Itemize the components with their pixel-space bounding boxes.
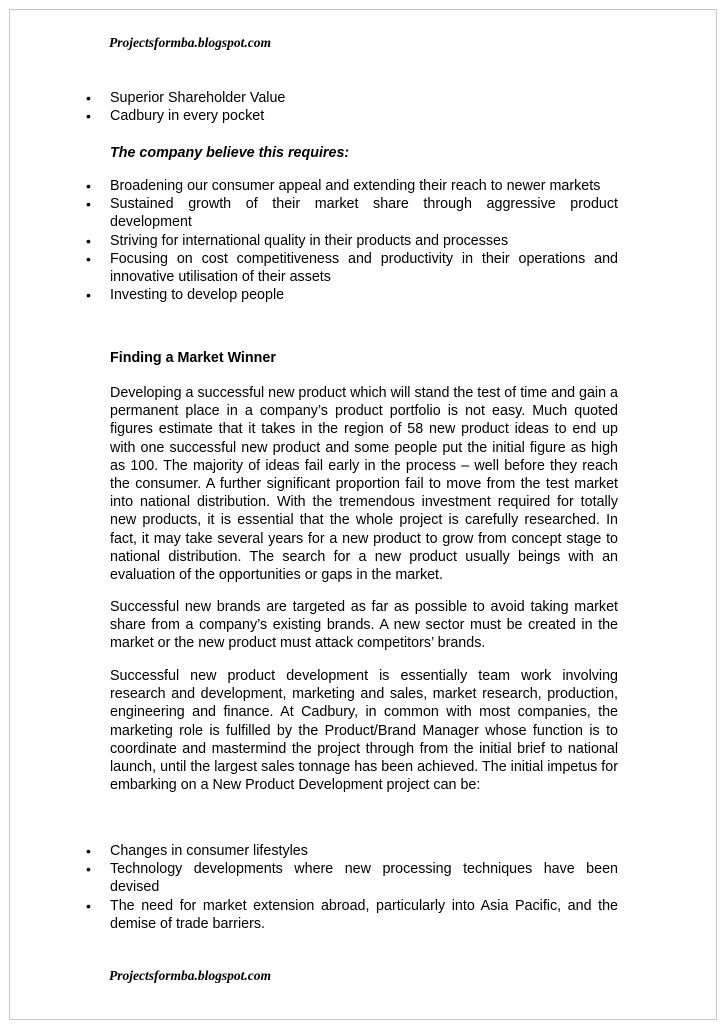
- impetus-list: [0, 842, 728, 933]
- goals-list-container: [0, 89, 728, 125]
- list-item: • Superior Shareholder Value: [0, 89, 728, 107]
- list-item: • Focusing on cost competitiveness and productivity in their operations and innovative utilisation of their assets: [0, 250, 728, 286]
- list-item: • Investing to develop people: [0, 286, 728, 304]
- paragraph: Successful new product development is essentially team work involving research and development, marketing and sales, market research, production, engineering and finance. At Cadbury, in common with most companies, the marketing role is fulfilled by the Product/Brand Manager whose function is to coordinate and mastermind the project through from the initial brief to national launch, until the largest sales tonnage has been achieved. The initial impetus for embarking on a New Product Development project can be:: [110, 668, 618, 794]
- list-item: • Striving for international quality in their products and processes: [0, 232, 728, 250]
- page-footer: Projectsformba.blogspot.com: [109, 968, 271, 983]
- list-item: • Broadening our consumer appeal and extending their reach to newer markets: [0, 177, 728, 195]
- requires-heading: The company believe this requires:: [110, 145, 350, 161]
- paragraph: Successful new brands are targeted as far as possible to avoid taking market share from a company’s existing brands. A new sector must be created in the market or the new product must attack competitors’ brands.: [110, 599, 618, 652]
- requirements-list-container: [0, 177, 728, 304]
- goals-list: [0, 89, 728, 125]
- page-header: Projectsformba.blogspot.com: [109, 35, 271, 50]
- list-item: • Changes in consumer lifestyles: [0, 842, 728, 860]
- list-item: • The need for market extension abroad, particularly into Asia Pacific, and the demise of trade barriers.: [0, 897, 728, 933]
- impetus-list-container: [0, 842, 728, 933]
- list-item: • Cadbury in every pocket: [0, 107, 728, 125]
- section-title: Finding a Market Winner: [110, 350, 276, 366]
- requirements-list: [0, 177, 728, 304]
- paragraph: Developing a successful new product which will stand the test of time and gain a permanent place in a company’s product portfolio is not easy. Much quoted figures estimate that it takes in the region of 58 new product ideas to end up with one successful new product and some people put the initial figure as high as 100. The majority of ideas fail early in the process – well before they reach the consumer. A further significant proportion fail to move from the test market into national distribution. With the tremendous investment required for totally new products, it is essential that the whole project is carefully researched. In fact, it may take several years for a new product to grow from concept stage to national distribution. The search for a new product usually beings with an evaluation of the opportunities or gaps in the market.: [110, 385, 618, 584]
- list-item: • Technology developments where new processing techniques have been devised: [0, 860, 728, 896]
- list-item: • Sustained growth of their market share through aggressive product development: [0, 195, 728, 231]
